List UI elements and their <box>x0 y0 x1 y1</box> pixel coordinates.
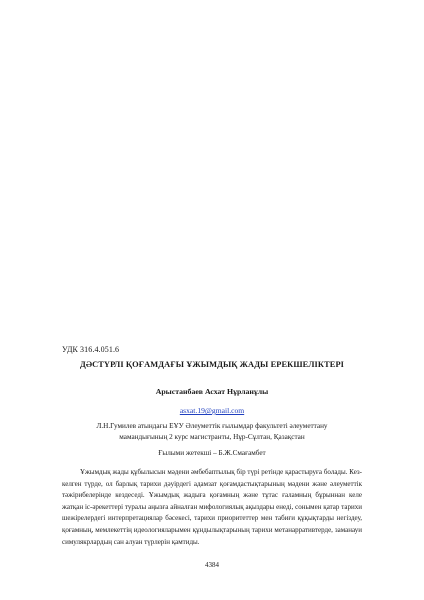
supervisor: Ғылыми жетекші – Б.Ж.Смағамбет <box>158 449 266 457</box>
page-number: 4384 <box>205 561 219 569</box>
affiliation-line-1: Л.Н.Гумилев атындағы ЕҰУ Әлеуметтік ғылымдар факультеті әлеуметтану <box>96 422 328 430</box>
affiliation <box>62 421 362 443</box>
author-name: Арыстанбаев Асхат Нұрланұлы <box>155 387 269 396</box>
author-email-link[interactable]: asxat.19@gmail.com <box>179 406 245 415</box>
affiliation-line-2: мамандығының 2 курс магистранты, Нұр-Сұлтан, Қазақстан <box>119 433 305 441</box>
abstract-paragraph: Ұжымдық жады құбылысын мәдени әмбебаптылық бір түрі ретінде қарастыруға болады. Кез-келген түрде, ол барлық тарихи дәуірдегі адамзат қоғамдастықтарының мәдени және әлеуметтік тәжірибелерінде кездеседі. Ұжымдық жадыға қоғамның және тұтас ғаламның бұрыннан келе жатқан іс-әрекеттері туралы аңызға айналған мифологиялық ақыздары енеді, сонымен қатар тарихи шежірелердегі интерпретациялар бәсекесі, тарихи приоритеттер мен табиғи құқықтарды негіздеу, қоғамның, мемлекеттің идеологияларымен құндылықтарының тарихи метанарративтерде, заманауи симулякрлардың сан алуан түрлерін қамтиды. <box>62 468 362 546</box>
article-title: ДӘСТҮРЛІ ҚОҒАМДАҒЫ ҰЖЫМДЫҚ ЖАДЫ ЕРЕКШЕЛІКТЕРІ <box>79 360 345 369</box>
udc-code: УДК 316.4.051.6 <box>62 345 120 354</box>
